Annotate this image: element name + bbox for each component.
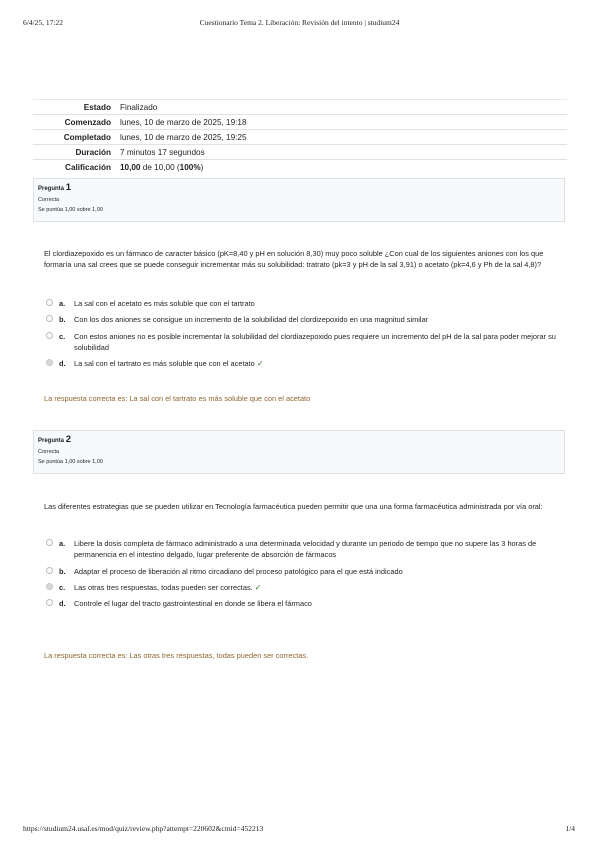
question-num: 1 [65, 182, 71, 193]
answer-letter: d. [59, 359, 66, 369]
checkmark-icon: ✓ [254, 582, 262, 592]
radio-icon[interactable] [46, 567, 53, 574]
answer-text: Con estos aniones no es posible incrementar la solubilidad del clordiazepoxido pues requiere un incremento del pH de la sal para poder mejorar su solubilidad [74, 331, 556, 352]
radio-icon[interactable] [46, 332, 53, 339]
summary-label: Completado [63, 132, 111, 142]
answer-letter: c. [59, 331, 66, 341]
summary-row-state [33, 100, 567, 115]
answer-option-b[interactable] [46, 314, 561, 325]
radio-checked-icon[interactable] [46, 583, 53, 590]
answer-text: Controle el lugar del tracto gastrointestinal en donde se libera el fármaco [74, 599, 312, 609]
summary-value: Finalizado [120, 102, 158, 112]
question-num: 2 [65, 434, 71, 445]
summary-row-grade [33, 160, 567, 175]
answer-letter: c. [59, 582, 66, 592]
question-2-info [33, 430, 565, 474]
attempt-summary-table [33, 99, 567, 174]
summary-value: 7 minutos 17 segundos [120, 147, 205, 157]
summary-label: Comenzado [64, 117, 111, 127]
print-datetime: 6/4/25, 17:22 [23, 18, 64, 27]
checkmark-icon: ✓ [256, 359, 264, 369]
question-1-answers [46, 298, 561, 374]
question-1-info [33, 178, 565, 222]
grade-percent: 100% [179, 162, 201, 172]
print-title: Cuestionario Tema 2. Liberación: Revisión del intento | studium24 [199, 18, 400, 27]
radio-checked-icon[interactable] [46, 359, 53, 366]
question-label: Pregunta [38, 438, 65, 444]
question-grade: Se puntúa 1,00 sobre 1,00 [38, 207, 103, 213]
answer-option-d[interactable] [46, 598, 561, 609]
question-2-text: Las diferentes estrategias que se pueden utilizar en Tecnología farmacéutica pueden permitir que una una forma farmacéutica administrada por vía oral: [44, 502, 543, 511]
answer-letter: d. [59, 599, 66, 609]
answer-letter: a. [59, 539, 66, 548]
summary-row-started [33, 115, 567, 130]
answer-option-c[interactable] [46, 582, 561, 593]
answer-option-d[interactable] [46, 358, 561, 369]
summary-value: lunes, 10 de marzo de 2025, 19:18 [120, 117, 247, 127]
answer-option-b[interactable] [46, 566, 561, 577]
radio-icon[interactable] [46, 539, 53, 546]
question-grade: Se puntúa 1,00 sobre 1,00 [38, 459, 103, 465]
answer-option-a[interactable] [46, 538, 561, 561]
grade-of: de 10,00 ( [140, 162, 180, 172]
radio-icon[interactable] [46, 315, 53, 322]
summary-row-completed [33, 130, 567, 145]
radio-icon[interactable] [46, 299, 53, 306]
answer-letter: b. [59, 566, 66, 576]
summary-label: Calificación [65, 162, 111, 172]
summary-row-duration [33, 145, 567, 160]
answer-text: Las otras tres respuestas, todas pueden ser correctas. [74, 582, 253, 592]
answer-text: Adaptar el proceso de liberación al ritmo circadiano del proceso patológico para el que está indicado [74, 566, 403, 576]
answer-option-c[interactable] [46, 331, 561, 354]
print-url: https://studium24.usal.es/mod/quiz/review.php?attempt=220602&cmid=452213 [23, 824, 264, 833]
answer-option-a[interactable] [46, 298, 561, 309]
answer-text: Libere la dosis completa de fármaco administrado a una determinada velocidad y durante un periodo de tiempo que no supere las 3 horas de permanencia en el intestino delgado, lugar preferente de absorción de fármacos [74, 539, 537, 560]
summary-label: Duración [75, 147, 111, 157]
question-label: Pregunta [38, 186, 65, 192]
answer-letter: b. [59, 315, 66, 325]
question-2-feedback: La respuesta correcta es: Las otras tres respuestas, todas pueden ser correctas. [44, 651, 309, 660]
question-1-text: El clordiazepoxido es un fármaco de caracter básico (pK=8,40 y pH en solución 8,30) muy poco soluble ¿Con cual de los siguientes aniones con los que formaría una sal crees que se puede conseguir incrementar más su solubilidad: tratrato (pk=3 y pH de la sal 3,91) o acetato (pk=4,6 y Ph de la sal 4,8)? [44, 249, 544, 270]
question-number [38, 182, 560, 195]
grade-score: 10,00 [120, 162, 141, 172]
answer-text: La sal con el tartrato es más soluble que con el acetato [74, 359, 255, 369]
print-page-number: 1/4 [565, 824, 575, 833]
question-1-feedback: La respuesta correcta es: La sal con el tartrato es más soluble que con el acetato [44, 394, 311, 403]
answer-letter: a. [59, 299, 66, 308]
question-state: Correcta [38, 449, 60, 455]
radio-icon[interactable] [46, 599, 53, 606]
question-2-answers [46, 538, 561, 614]
summary-label: Estado [83, 102, 111, 112]
question-state: Correcta [38, 197, 60, 203]
grade-close: ) [200, 162, 204, 172]
question-number [38, 434, 560, 447]
answer-text: Con los dos aniones se consigue un incremento de la solubilidad del clordizepoxido en una magnitud similar [74, 315, 429, 325]
summary-grade-value [116, 160, 567, 175]
answer-text: La sal con el acetato es más soluble que con el tartrato [74, 299, 255, 308]
summary-value: lunes, 10 de marzo de 2025, 19:25 [120, 132, 247, 142]
